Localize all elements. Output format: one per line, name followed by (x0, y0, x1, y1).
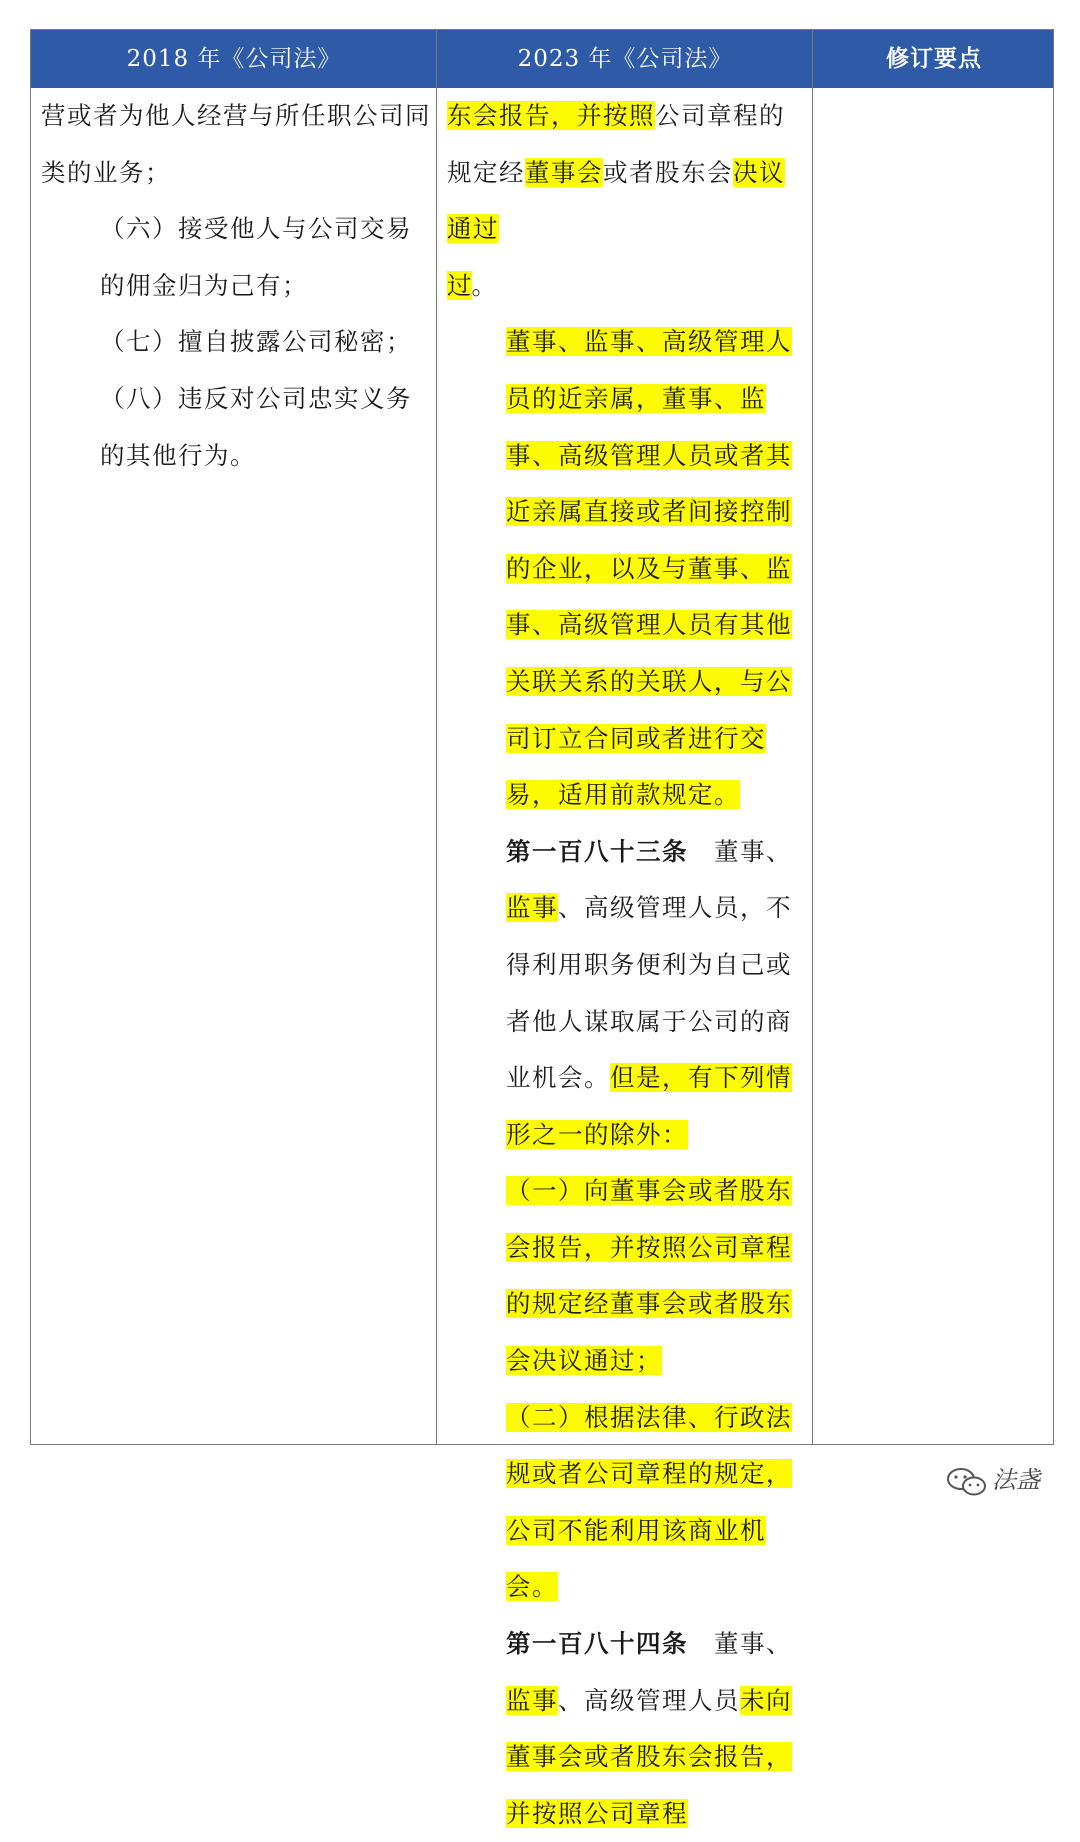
header-2018: 2018 年《公司法》 (126, 46, 342, 72)
highlight-added: （二）根据法律、行政法规或者公司章程的规定，公司不能利用该商业机会。 (506, 1402, 792, 1602)
column-divider (812, 30, 813, 1444)
column-2023 (447, 88, 807, 1842)
watermark-text: 法盏 (992, 1466, 1040, 1494)
article-184 (447, 1616, 807, 1842)
column-2018 (41, 88, 431, 484)
highlight-added: 过 (447, 270, 472, 300)
paragraph: 营或者为他人经营与所任职公司同类的业务； (41, 101, 431, 187)
highlight-added: 未向董事会或者股东会报告，并按照公司章程 (506, 1685, 792, 1828)
text: 公司章程的规定经 (447, 101, 785, 187)
text: 或者股东会 (603, 157, 733, 187)
text: 、高级管理人员 (558, 1685, 740, 1715)
article-number: 第一百八十四条 (506, 1629, 688, 1659)
highlight-added: 董事、监事、高级管理人员的近亲属，董事、监事、高级管理人员或者其近亲属直接或者间接控制的企业，以及与董事、监事、高级管理人员有其他关联关系的关联人，与公司订立合同或者进行交易，适用前款规定。 (506, 327, 792, 810)
item-7: （七）擅自披露公司秘密； (100, 327, 412, 357)
item-8: （八）违反对公司忠实义务的其他行为。 (100, 383, 412, 470)
highlight-added: 东会报告，并按照 (447, 101, 655, 130)
paragraph-related-parties (447, 314, 807, 823)
text: 。 (471, 270, 498, 300)
article-183 (447, 824, 807, 1164)
highlight-added: 监事 (506, 1685, 558, 1715)
highlight-added: 决议通过 (447, 157, 785, 244)
text: 董事、 (714, 1629, 792, 1659)
table-header (31, 30, 1053, 88)
highlight-added: 但是，有下列情形之一的除外： (506, 1063, 792, 1149)
highlight-added: （一）向董事会或者股东会报告，并按照公司章程的规定经董事会或者股东会决议通过； (506, 1176, 792, 1376)
paragraph (447, 88, 807, 314)
article-number: 第一百八十三条 (506, 836, 688, 866)
column-divider (436, 30, 437, 1444)
item-1 (447, 1163, 807, 1389)
text: 、高级管理人员，不得利用职务便利为自己或者他人谋取属于公司的商业机会。 (506, 893, 792, 1093)
item-6: （六）接受他人与公司交易的佣金归为己有； (100, 214, 412, 300)
highlight-added: 监事 (506, 893, 558, 923)
header-revision-points: 修订要点 (886, 46, 982, 72)
text: 董事、 (714, 836, 792, 866)
highlight-added: 董事会 (525, 157, 603, 187)
wechat-icon (946, 1467, 988, 1497)
watermark (946, 1464, 1056, 1496)
item-2 (447, 1390, 807, 1616)
header-2023: 2023 年《公司法》 (517, 46, 733, 72)
